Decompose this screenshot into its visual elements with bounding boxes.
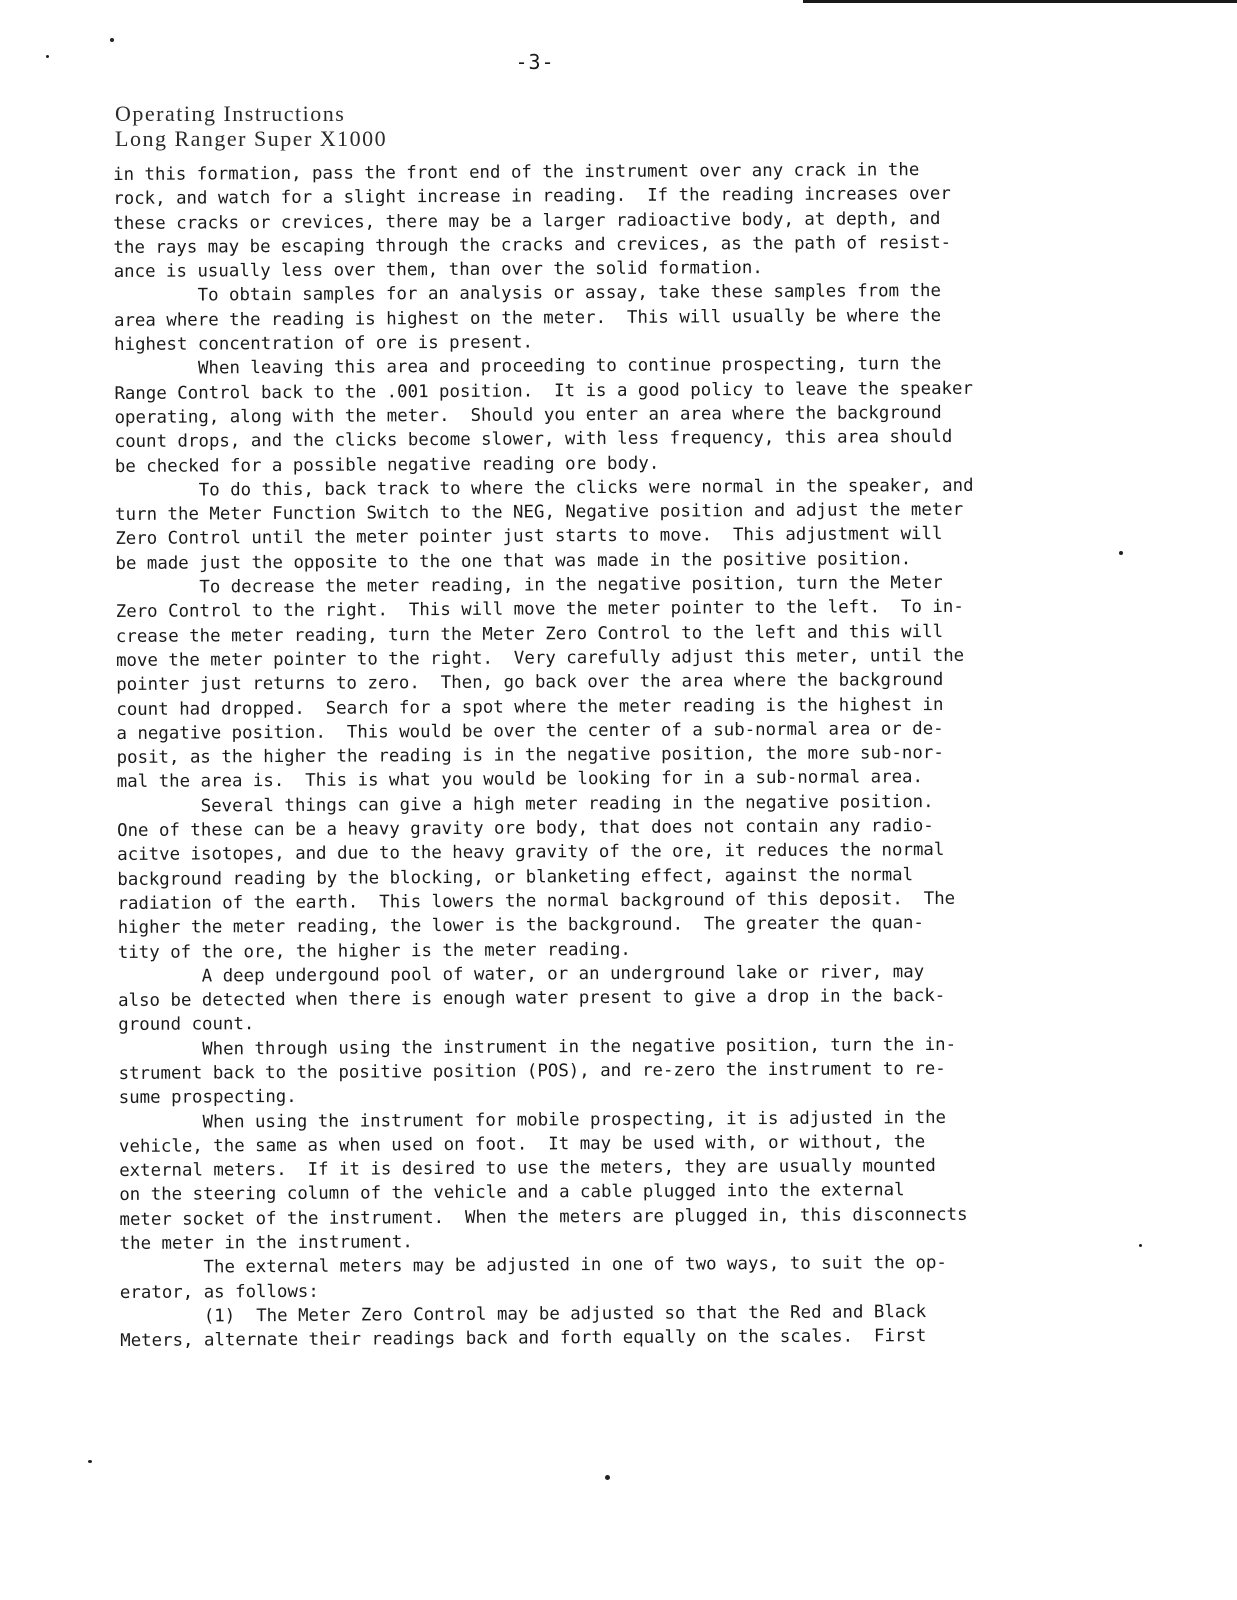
paragraph-underground-water: A deep undergound pool of water, or an underground lake or river, may also be detected when there is enough water present to give a drop in the back- ground count.	[117, 961, 946, 1036]
scan-speck	[1119, 551, 1123, 555]
paragraph-high-negative-reading: Several things can give a high meter reading in the negative position. One of these can be a heavy gravity ore body, that does not contain any radio- acitve isotopes, and due to the heavy gravity of the ore, it reduces the normal background reading by the blocking, or blanketing effect, against the normal radiation of the earth. This lowers the normal background of this deposit. The higher the meter reading, the lower is the background. The greater the quan- tity of the ore, the higher is the meter reading.	[116, 791, 956, 963]
paragraph-formation-cracks: in this formation, pass the front end of the instrument over any crack in the rock, and watch for a slight increase in reading. If the reading increases over these cracks or crevices, there may be a larger radioactive body, at depth, and the rays may be escaping through the cracks and crevices, as the path of resist- ance is usually less over them, than over the solid formation.	[113, 160, 952, 283]
header-title: Operating Instructions	[115, 101, 346, 126]
page-number: -3-	[515, 50, 555, 74]
paragraph-leaving-area: When leaving this area and proceeding to continue prospecting, turn the Range Control back to the .001 position. It is a good policy to leave the speaker operating, along with the meter. Should you enter an area where the background count drops, and the clicks become slower, with less frequency, this area should be checked for a possible negative reading ore body.	[114, 354, 974, 477]
paragraph-back-track: To do this, back track to where the clicks were normal in the speaker, and turn the Meter Function Switch to the NEG, Negative position and adjust the meter Zero Control until the meter pointer just starts to move. This adjustment will be made just the opposite to the one that was made in the positive position.	[114, 475, 974, 574]
body-text	[113, 157, 1110, 1354]
paragraph-option-1: (1) The Meter Zero Control may be adjusted so that the Red and Black Meters, alternate their readings back and forth equally on the scales. First	[119, 1302, 927, 1352]
paragraph-mobile-prospecting: When using the instrument for mobile prospecting, it is adjusted in the vehicle, the same as when used on foot. It may be used with, or without, the external meters. If it is desired to use the meters, they are usually mounted on the steering column of the vehicle and a cable plugged into the external meter socket of the instrument. When the meters are plugged in, this disconnects the meter in the instrument.	[118, 1107, 968, 1255]
paragraph-decrease-reading: To decrease the meter reading, in the negative position, turn the Meter Zero Control to the right. This will move the meter pointer to the left. To in- crease the meter reading, turn the Meter Zero Control to the left and this will move the meter pointer to the right. Very carefully adjust this meter, until the pointer just returns to zero. Then, go back over the area where the background count had dropped. Search for a spot where the meter reading is the highest in a negative position. This would be over the center of a sub-normal area or de- posit, as the higher the reading is in the negative position, the more sub-nor- mal the area is. This is what you would be looking for in a sub-normal area.	[115, 572, 965, 793]
document-header	[115, 101, 387, 151]
paragraph-samples: To obtain samples for an analysis or assay, take these samples from the area where the reading is highest on the meter. This will usually be where the highest concentration of ore is present.	[113, 281, 942, 356]
paragraph-external-meters: The external meters may be adjusted in one of two ways, to suit the op- erator, as follows:	[119, 1253, 947, 1303]
scan-speck	[110, 38, 114, 42]
scan-speck	[605, 1475, 610, 1480]
header-subtitle: Long Ranger Super X1000	[115, 126, 388, 151]
paragraph-return-positive: When through using the instrument in the negative position, turn the in- strument back to the positive position (POS), and re-zero the instrument to re- sume prospecting.	[118, 1034, 957, 1109]
top-border-rule	[803, 0, 1237, 3]
scan-speck	[1139, 1244, 1142, 1247]
scan-speck	[88, 1460, 92, 1463]
